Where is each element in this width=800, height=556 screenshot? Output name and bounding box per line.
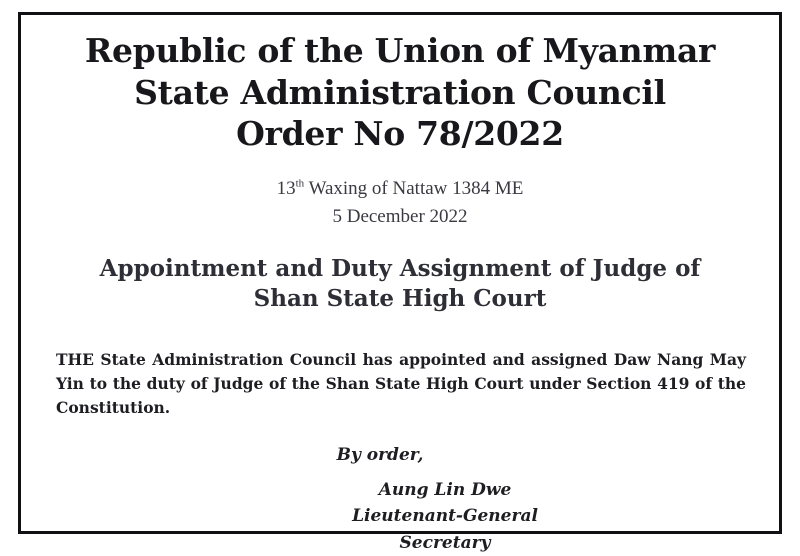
title-line-3: Order No 78/2022	[236, 114, 564, 154]
document-date	[40, 175, 760, 232]
signer-position: Secretary	[399, 532, 491, 553]
signer-name: Aung Lin Dwe	[378, 480, 512, 501]
date-myanmar-day: 13	[276, 177, 296, 199]
document-content	[40, 22, 760, 553]
date-myanmar	[40, 175, 760, 204]
document-title	[40, 30, 760, 155]
signer-details	[130, 477, 760, 556]
title-line-2: State Administration Council	[134, 72, 666, 112]
date-myanmar-rest: Waxing of Nattaw 1384 ME	[304, 177, 524, 199]
by-order-text: By order,	[336, 445, 424, 466]
document-subject	[40, 254, 760, 315]
subject-line-1: Appointment and Duty Assignment of Judge of	[99, 254, 701, 282]
subject-line-2: Shan State High Court	[253, 285, 547, 313]
date-myanmar-ordinal: th	[295, 177, 305, 190]
date-gregorian: 5 December 2022	[332, 206, 468, 228]
body-paragraph: THE State Administration Council has appointed and assigned Daw Nang May Yin to the duty of Judge of the Shan State High Court under Section 419 of the Constitution.	[56, 350, 746, 417]
signer-rank: Lieutenant-General	[352, 506, 538, 527]
signature-block	[40, 445, 760, 556]
document-body	[40, 348, 760, 419]
title-line-1: Republic of the Union of Myanmar	[84, 31, 716, 70]
